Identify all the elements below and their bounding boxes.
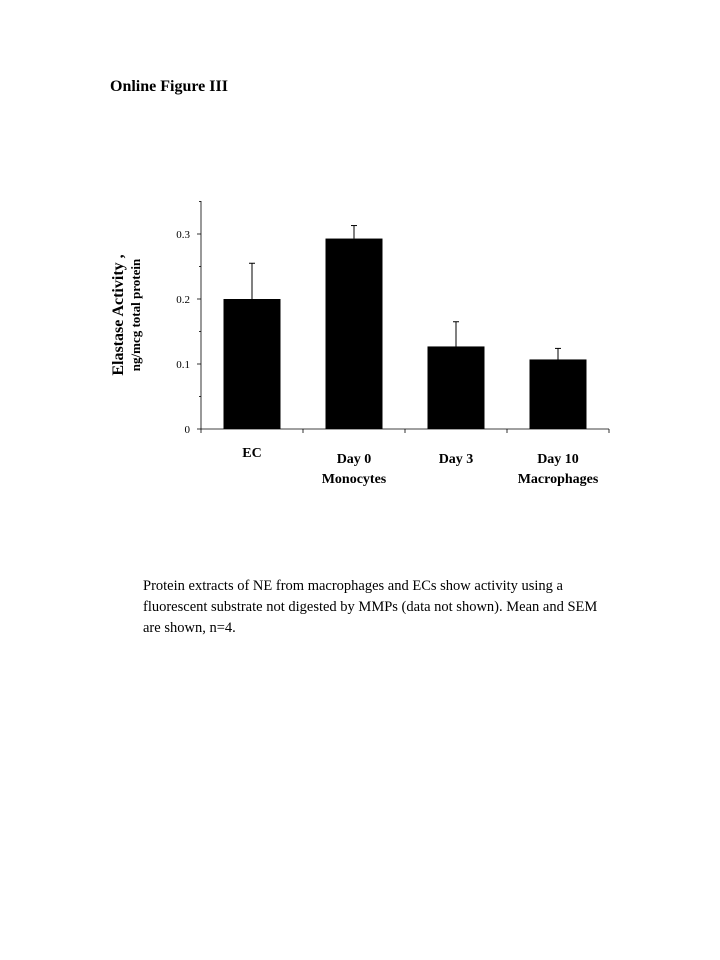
bar	[530, 359, 587, 429]
x-category-label: Day 3	[438, 452, 474, 467]
bar	[428, 346, 485, 429]
y-tick-label: 0.2	[176, 294, 190, 306]
y-tick-label: 0.1	[176, 359, 190, 371]
x-category-label: Monocytes	[321, 472, 387, 487]
y-tick-label: 0	[184, 424, 190, 436]
bar	[326, 239, 383, 429]
x-category-label: Macrophages	[517, 472, 599, 487]
figure-caption: Protein extracts of NE from macrophages and ECs show activity using a fluorescent substrate not digested by MMPs (data not shown). Mean and SEM are shown, n=4.	[143, 578, 598, 636]
y-axis-label-line1: Elastase Activity ,	[110, 254, 127, 376]
y-axis-label-line2: ng/mcg total protein	[128, 258, 143, 372]
y-tick-label: 0.3	[176, 229, 190, 241]
x-category-label: Day 10	[537, 452, 579, 467]
figure-title: Online Figure III	[110, 78, 228, 95]
bar	[224, 299, 281, 429]
x-category-label: EC	[242, 446, 262, 461]
x-category-label: Day 0	[336, 452, 372, 467]
